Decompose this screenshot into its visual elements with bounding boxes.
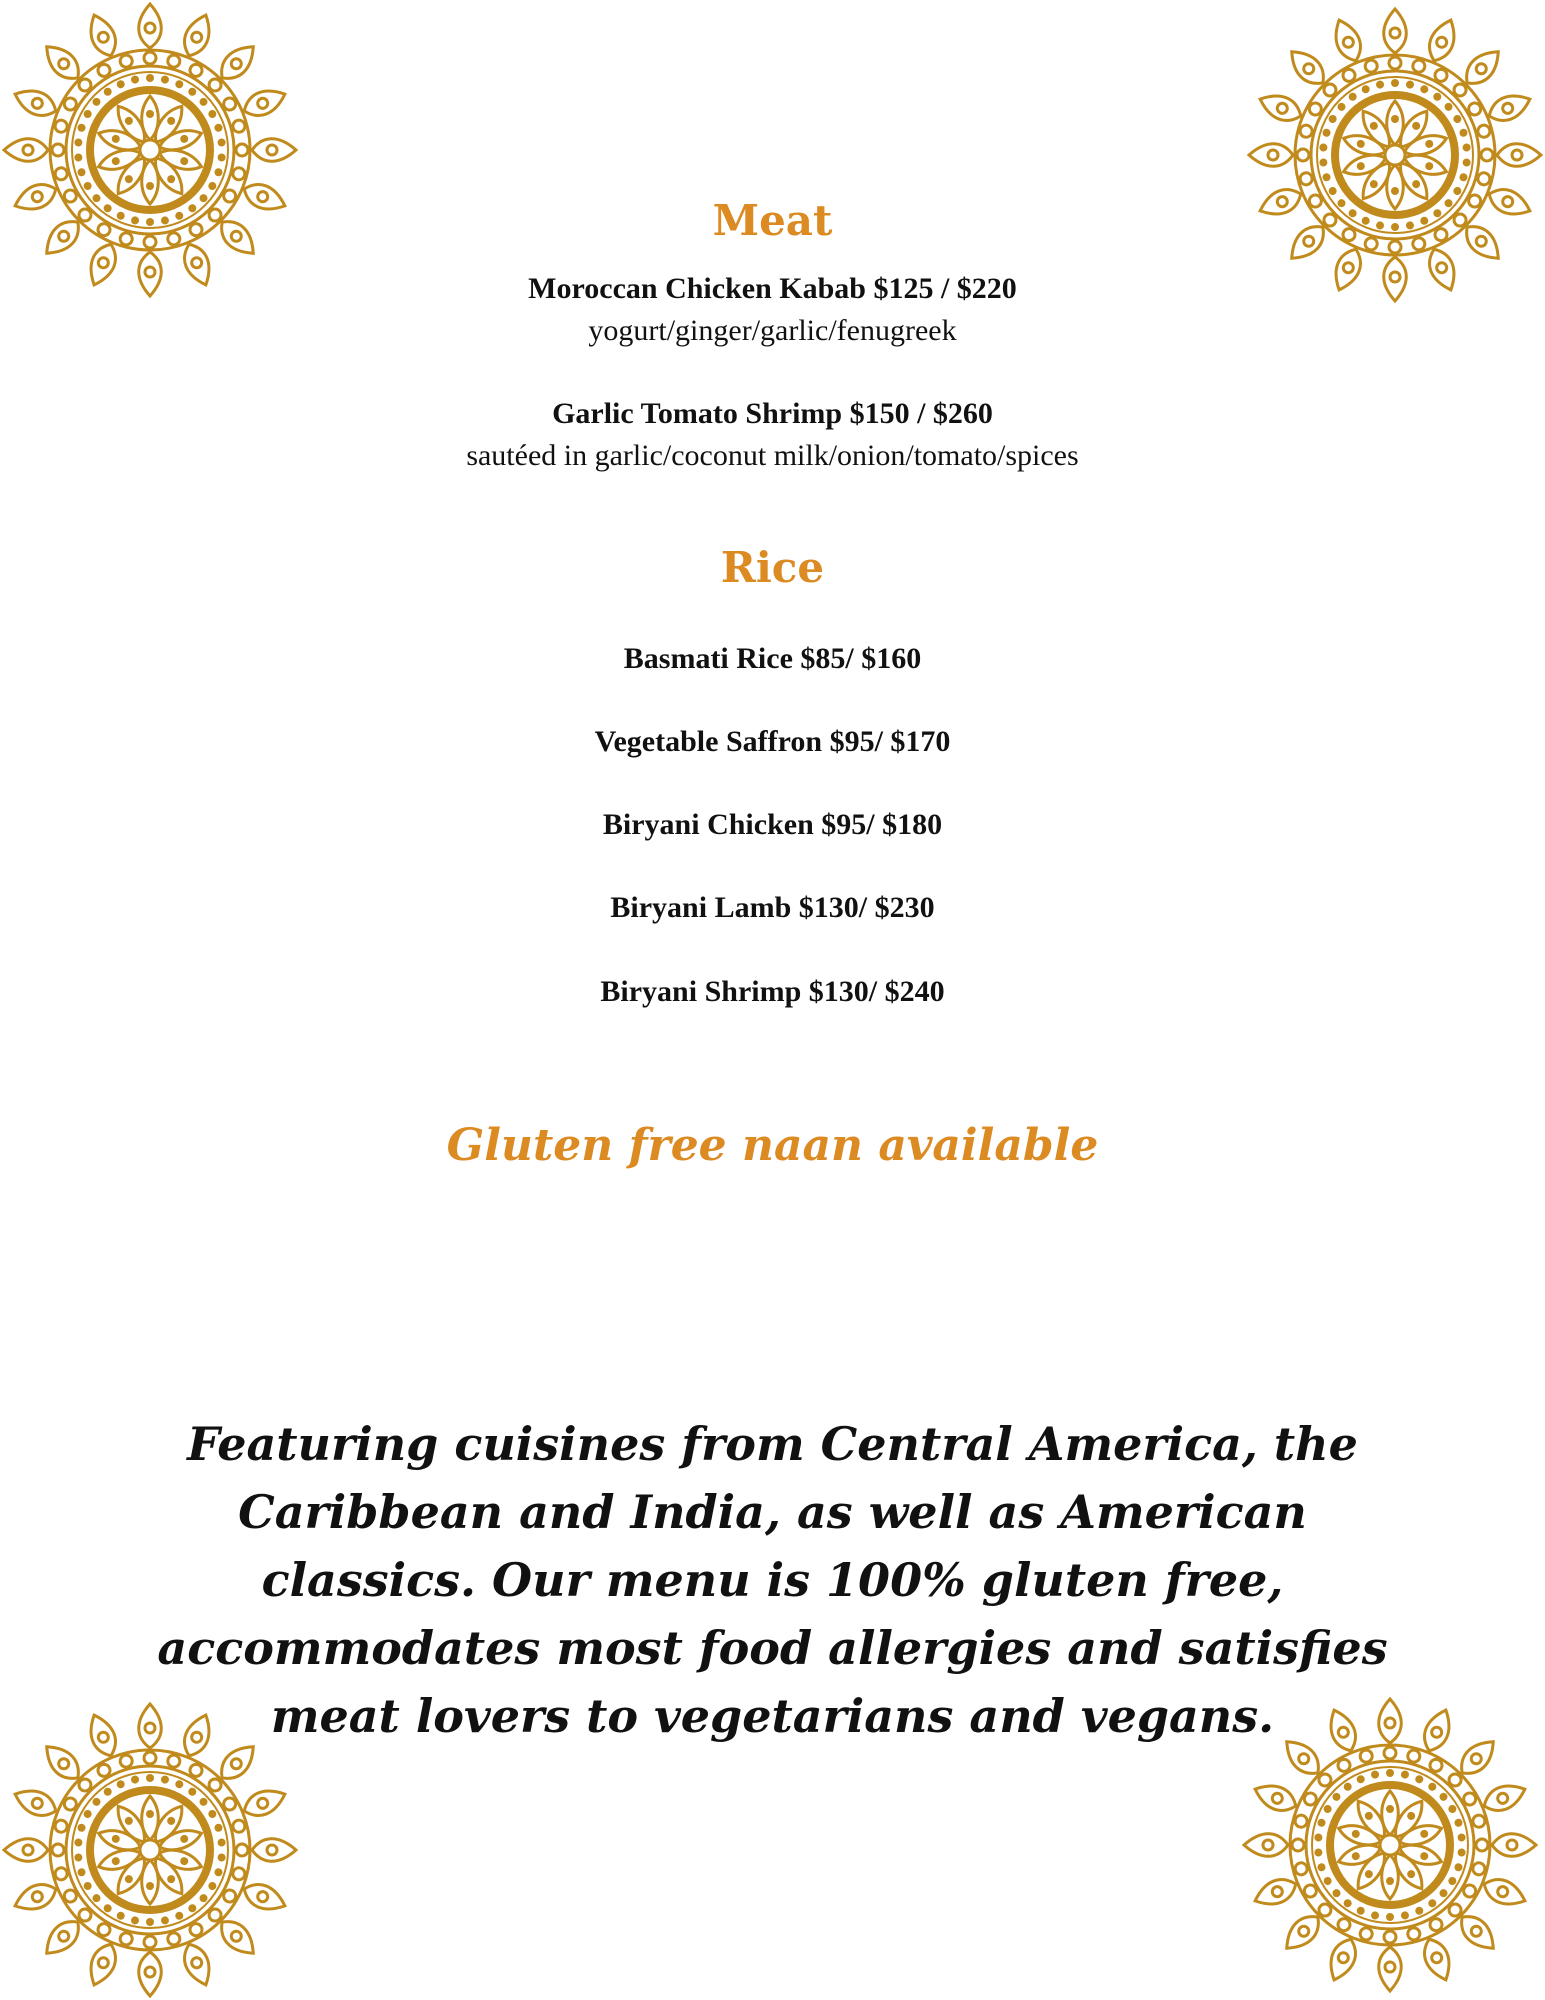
- menu-item-name: Biryani Chicken $95/ $180: [602, 808, 943, 841]
- menu-item-name: Biryani Shrimp $130/ $240: [600, 975, 945, 1008]
- mandala-icon: [1245, 5, 1545, 305]
- menu-item-name: Biryani Lamb $130/ $230: [610, 891, 935, 924]
- menu-item-name: Moroccan Chicken Kabab $125 / $220: [528, 272, 1017, 305]
- restaurant-description: Featuring cuisines from Central America, the Caribbean and India, as well as American classics. Our menu is 100% gluten free, accommodates most food allergies and satisfies meat lovers to vegetarians and vegans.: [157, 1417, 1388, 1743]
- gluten-free-note: Gluten free naan available: [446, 1120, 1099, 1171]
- mandala-icon: [0, 0, 300, 300]
- menu-item-description: sautéed in garlic/coconut milk/onion/tomato/spices: [466, 439, 1079, 472]
- menu-item-name: Vegetable Saffron $95/ $170: [594, 725, 951, 758]
- section-title-rice: Rice: [720, 543, 825, 592]
- menu-item-description: yogurt/ginger/garlic/fenugreek: [588, 314, 957, 347]
- section-title-meat: Meat: [712, 196, 833, 245]
- menu-item-name: Garlic Tomato Shrimp $150 / $260: [552, 397, 993, 430]
- menu-item-name: Basmati Rice $85/ $160: [623, 642, 922, 675]
